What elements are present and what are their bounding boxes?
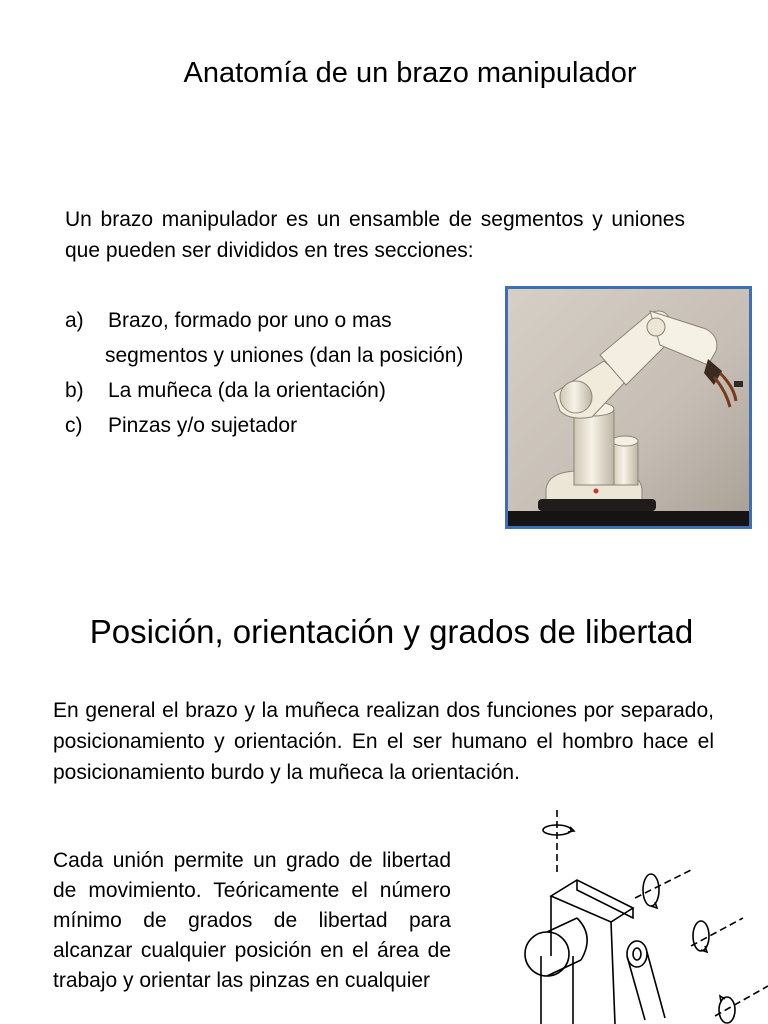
- arm-joints-diagram: [515, 806, 768, 1024]
- rotation-icon: [693, 921, 709, 951]
- list-item-text: segmentos y uniones (dan la posición): [105, 344, 464, 367]
- list-item-continuation: [65, 340, 515, 375]
- paragraph-funciones: En general el brazo y la muñeca realizan dos funciones por separado, posicionamiento y orientación. En el ser humano el hombro hace el posicionamiento burdo y la muñeca la orientación.: [53, 699, 714, 784]
- paragraph-grados-libertad: Cada unión permite un grado de libertad de movimiento. Teóricamente el número mínimo de grados de libertad para alcanzar cualquier posición en el área de trabajo y orientar las pinzas en cualquier: [53, 849, 451, 992]
- list-item-text: Pinzas y/o sujetador: [108, 414, 298, 437]
- list-item-text: Brazo, formado por uno o mas: [108, 309, 392, 332]
- sections-list: [65, 305, 515, 445]
- robot-arm-illustration: [508, 289, 749, 526]
- slide-title-posicion: Posición, orientación y grados de libertad: [89, 613, 694, 650]
- list-marker: a): [65, 309, 84, 332]
- robot-arm-photo: [505, 286, 752, 529]
- list-item: [65, 410, 515, 445]
- list-marker: c): [65, 414, 83, 437]
- list-item-text: La muñeca (da la orientación): [108, 379, 386, 402]
- intro-paragraph: Un brazo manipulador es un ensamble de segmentos y uniones que pueden ser divididos en tres secciones:: [65, 208, 685, 262]
- degrees-of-freedom-diagram: [515, 806, 768, 1024]
- list-item: [65, 305, 515, 340]
- list-marker: b): [65, 379, 84, 402]
- list-item: [65, 375, 515, 410]
- slide-title-anatomia: Anatomía de un brazo manipulador: [183, 57, 637, 89]
